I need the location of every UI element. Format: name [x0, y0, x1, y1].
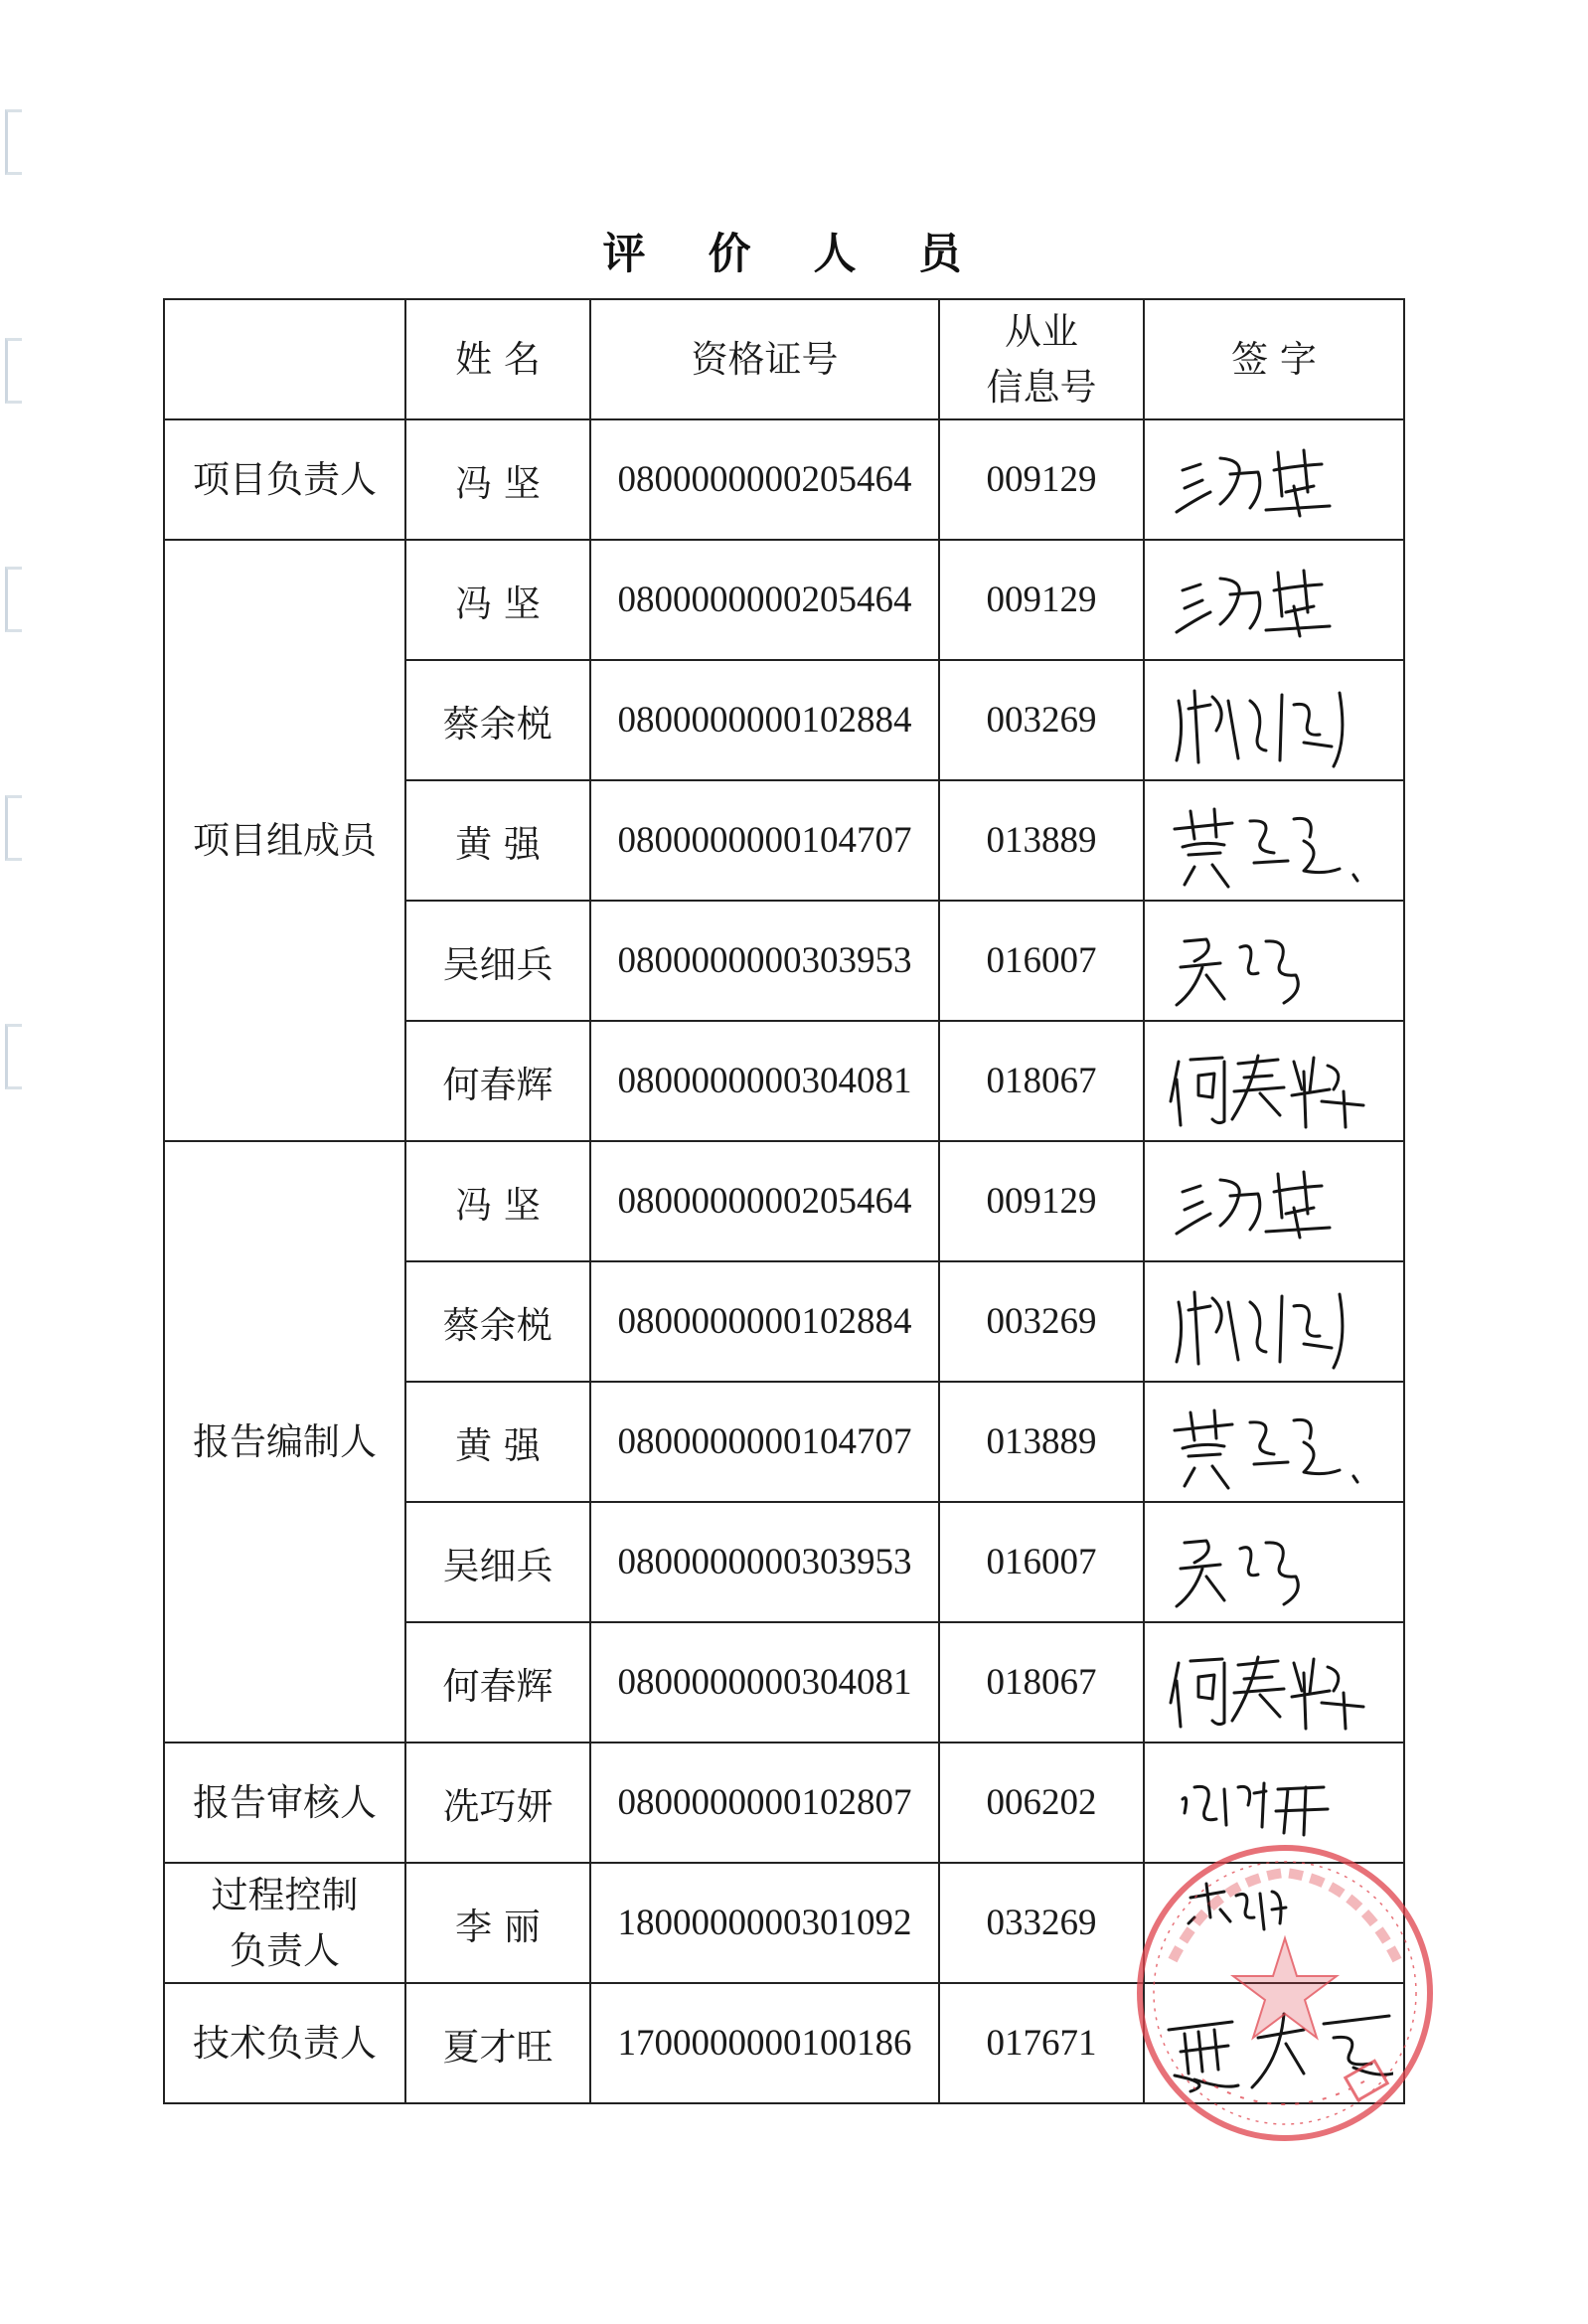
company-seal	[1133, 1841, 1437, 2145]
signature-cell	[1144, 1021, 1404, 1141]
cert-number-cell: 0800000000205464	[590, 1141, 939, 1261]
scan-edge-mark	[5, 109, 22, 175]
info-number-cell: 033269	[939, 1863, 1144, 1983]
header-cert: 资格证号	[590, 299, 939, 419]
header-info-line2: 信息号	[986, 365, 1097, 409]
info-number-cell: 017671	[939, 1983, 1144, 2103]
header-info	[939, 299, 1144, 419]
info-number-cell: 006202	[939, 1743, 1144, 1863]
role-label: 项目负责人	[193, 457, 377, 501]
table-row	[164, 540, 1404, 660]
cert-number-cell: 0800000000102884	[590, 660, 939, 780]
cert-number-cell: 0800000000205464	[590, 540, 939, 660]
name-cell: 黄 强	[405, 780, 590, 901]
cert-number-cell: 0800000000303953	[590, 1502, 939, 1622]
header-name: 姓 名	[405, 299, 590, 419]
info-number-cell: 013889	[939, 780, 1144, 901]
cert-number-cell: 1700000000100186	[590, 1983, 939, 2103]
scan-edge-mark	[5, 567, 22, 632]
role-cell	[164, 1141, 405, 1743]
signature-cell	[1144, 660, 1404, 780]
info-number-cell: 003269	[939, 660, 1144, 780]
signature-image	[1155, 551, 1393, 650]
name-cell: 李 丽	[405, 1863, 590, 1983]
role-label: 过程控制	[211, 1873, 359, 1916]
signature-cell	[1144, 1622, 1404, 1743]
header-row	[164, 299, 1404, 419]
signature-image	[1155, 1152, 1393, 1251]
signature-image	[1155, 1393, 1393, 1492]
name-cell: 冯 坚	[405, 419, 590, 540]
role-cell	[164, 1983, 405, 2103]
name-cell: 吴细兵	[405, 1502, 590, 1622]
signature-cell	[1144, 1502, 1404, 1622]
cert-number-cell: 0800000000304081	[590, 1021, 939, 1141]
info-number-cell: 009129	[939, 1141, 1144, 1261]
signature-image	[1155, 1032, 1393, 1131]
scan-edge-mark	[5, 338, 22, 404]
signature-cell	[1144, 419, 1404, 540]
header-sign: 签 字	[1144, 299, 1404, 419]
role-label: 项目组成员	[193, 818, 377, 862]
name-cell: 冯 坚	[405, 540, 590, 660]
cert-number-cell: 0800000000205464	[590, 419, 939, 540]
cert-number-cell: 0800000000104707	[590, 1382, 939, 1502]
page-title: 评 价 人 员	[602, 230, 986, 279]
signature-cell	[1144, 901, 1404, 1021]
role-label: 技术负责人	[193, 2021, 377, 2065]
table-row	[164, 1141, 1404, 1261]
signature-image	[1155, 912, 1393, 1011]
role-cell	[164, 540, 405, 1141]
info-number-cell: 016007	[939, 1502, 1144, 1622]
signature-image	[1155, 1513, 1393, 1612]
name-cell: 夏才旺	[405, 1983, 590, 2103]
name-cell: 冯 坚	[405, 1141, 590, 1261]
evaluator-table	[163, 298, 1405, 2104]
signature-cell	[1144, 1141, 1404, 1261]
info-number-cell: 009129	[939, 540, 1144, 660]
signature-cell	[1144, 1382, 1404, 1502]
signature-image	[1155, 1633, 1393, 1733]
cert-number-cell: 0800000000303953	[590, 901, 939, 1021]
role-cell	[164, 1743, 405, 1863]
table-row	[164, 419, 1404, 540]
info-number-cell: 018067	[939, 1622, 1144, 1743]
cert-number-cell: 0800000000304081	[590, 1622, 939, 1743]
signature-image	[1155, 1272, 1393, 1372]
info-number-cell: 003269	[939, 1261, 1144, 1382]
header-info-line1: 从业	[1005, 309, 1078, 353]
signature-image	[1155, 1753, 1393, 1853]
name-cell: 吴细兵	[405, 901, 590, 1021]
scan-edge-mark	[5, 795, 22, 861]
name-cell: 何春辉	[405, 1622, 590, 1743]
cert-number-cell: 0800000000104707	[590, 780, 939, 901]
name-cell: 黄 强	[405, 1382, 590, 1502]
header-role	[164, 299, 405, 419]
cert-number-cell: 1800000000301092	[590, 1863, 939, 1983]
info-number-cell: 018067	[939, 1021, 1144, 1141]
signature-image	[1155, 791, 1393, 891]
scan-edge-mark	[5, 1024, 22, 1089]
name-cell: 蔡余棁	[405, 660, 590, 780]
signature-image	[1155, 430, 1393, 530]
role-cell	[164, 1863, 405, 1983]
signature-image	[1155, 671, 1393, 770]
name-cell: 何春辉	[405, 1021, 590, 1141]
cert-number-cell: 0800000000102884	[590, 1261, 939, 1382]
name-cell: 冼巧妍	[405, 1743, 590, 1863]
signature-cell	[1144, 540, 1404, 660]
signature-cell	[1144, 1261, 1404, 1382]
info-number-cell: 009129	[939, 419, 1144, 540]
role-label: 报告审核人	[193, 1780, 377, 1824]
signature-cell	[1144, 780, 1404, 901]
role-label: 报告编制人	[193, 1419, 377, 1463]
role-label: 负责人	[230, 1928, 340, 1972]
cert-number-cell: 0800000000102807	[590, 1743, 939, 1863]
name-cell: 蔡余棁	[405, 1261, 590, 1382]
role-cell	[164, 419, 405, 540]
info-number-cell: 016007	[939, 901, 1144, 1021]
info-number-cell: 013889	[939, 1382, 1144, 1502]
